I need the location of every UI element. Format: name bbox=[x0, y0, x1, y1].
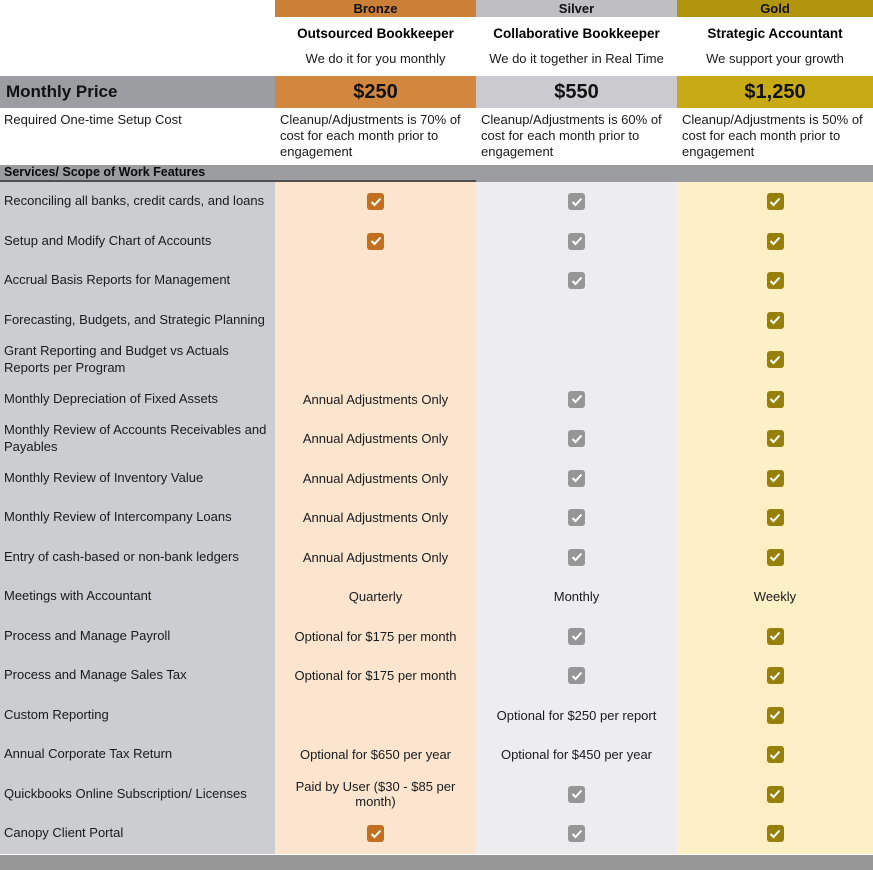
tier-tagline: We do it together in Real Time bbox=[489, 51, 664, 66]
feature-label: Reconciling all banks, credit cards, and loans bbox=[0, 182, 275, 222]
feature-cell-bronze bbox=[275, 775, 476, 815]
gold-price: $1,250 bbox=[677, 76, 873, 108]
feature-cell-bronze bbox=[275, 380, 476, 420]
feature-cell-silver bbox=[476, 380, 677, 420]
feature-cell-bronze bbox=[275, 261, 476, 301]
bronze-checked-checkbox[interactable] bbox=[367, 193, 384, 210]
feature-label: Monthly Review of Intercompany Loans bbox=[0, 498, 275, 538]
feature-cell-text: Annual Adjustments Only bbox=[302, 431, 449, 447]
feature-cell-bronze bbox=[275, 577, 476, 617]
feature-cell-gold bbox=[677, 380, 873, 420]
feature-cell-bronze bbox=[275, 301, 476, 341]
feature-cell-bronze bbox=[275, 617, 476, 657]
feature-cell-gold bbox=[677, 577, 873, 617]
feature-cell-gold bbox=[677, 696, 873, 736]
feature-cell-silver bbox=[476, 301, 677, 341]
feature-cell-bronze bbox=[275, 656, 476, 696]
check-icon bbox=[571, 631, 583, 641]
gold-checked-checkbox[interactable] bbox=[767, 509, 784, 526]
feature-cell-gold bbox=[677, 814, 873, 854]
subtitle-spacer bbox=[0, 17, 275, 76]
feature-label: Forecasting, Budgets, and Strategic Planning bbox=[0, 301, 275, 341]
feature-cell-silver bbox=[476, 814, 677, 854]
bronze-setup-note: Cleanup/Adjustments is 70% of cost for each month prior to engagement bbox=[280, 112, 461, 159]
check-icon bbox=[769, 394, 781, 404]
services-bar-gold bbox=[677, 165, 873, 182]
gold-checked-checkbox[interactable] bbox=[767, 746, 784, 763]
feature-cell-gold bbox=[677, 301, 873, 341]
feature-label: Annual Corporate Tax Return bbox=[0, 735, 275, 775]
feature-label: Process and Manage Payroll bbox=[0, 617, 275, 657]
feature-cell-gold bbox=[677, 498, 873, 538]
silver-checked-checkbox[interactable] bbox=[568, 430, 585, 447]
silver-checked-checkbox[interactable] bbox=[568, 272, 585, 289]
feature-cell-silver bbox=[476, 261, 677, 301]
check-icon bbox=[370, 197, 382, 207]
feature-label: Canopy Client Portal bbox=[0, 814, 275, 854]
tier-header-bronze: Bronze bbox=[275, 0, 476, 17]
feature-cell-text: Optional for $650 per year bbox=[299, 747, 452, 763]
gold-checked-checkbox[interactable] bbox=[767, 233, 784, 250]
gold-checked-checkbox[interactable] bbox=[767, 312, 784, 329]
feature-cell-silver bbox=[476, 775, 677, 815]
check-icon bbox=[769, 671, 781, 681]
check-icon bbox=[769, 276, 781, 286]
feature-cell-gold bbox=[677, 340, 873, 380]
check-icon bbox=[370, 829, 382, 839]
check-icon bbox=[769, 552, 781, 562]
tier-subtitle: Outsourced Bookkeeper bbox=[297, 26, 454, 41]
feature-cell-silver bbox=[476, 617, 677, 657]
setup-cost-label: Required One-time Setup Cost bbox=[4, 112, 182, 127]
feature-cell-text: Paid by User ($30 - $85 per month) bbox=[295, 779, 456, 810]
check-icon bbox=[571, 276, 583, 286]
check-icon bbox=[769, 631, 781, 641]
feature-cell-bronze bbox=[275, 498, 476, 538]
bronze-price: $250 bbox=[275, 76, 476, 108]
silver-price: $550 bbox=[476, 76, 677, 108]
tier-subtitle: Collaborative Bookkeeper bbox=[493, 26, 660, 41]
feature-cell-gold bbox=[677, 735, 873, 775]
tier-description-bronze bbox=[275, 17, 476, 76]
monthly-price-row bbox=[0, 76, 873, 108]
check-icon bbox=[571, 434, 583, 444]
silver-checked-checkbox[interactable] bbox=[568, 193, 585, 210]
feature-cell-bronze bbox=[275, 459, 476, 499]
tier-header-silver: Silver bbox=[476, 0, 677, 17]
feature-label: Accrual Basis Reports for Management bbox=[0, 261, 275, 301]
feature-cell-bronze bbox=[275, 419, 476, 459]
feature-cell-text: Optional for $250 per report bbox=[496, 707, 657, 723]
silver-checked-checkbox[interactable] bbox=[568, 549, 585, 566]
feature-cell-bronze bbox=[275, 222, 476, 262]
tier-subtitle-row bbox=[0, 17, 873, 76]
silver-checked-checkbox[interactable] bbox=[568, 233, 585, 250]
gold-checked-checkbox[interactable] bbox=[767, 272, 784, 289]
feature-cell-silver bbox=[476, 498, 677, 538]
gold-checked-checkbox[interactable] bbox=[767, 549, 784, 566]
check-icon bbox=[571, 394, 583, 404]
gold-checked-checkbox[interactable] bbox=[767, 825, 784, 842]
check-icon bbox=[571, 671, 583, 681]
check-icon bbox=[571, 473, 583, 483]
feature-cell-bronze bbox=[275, 182, 476, 222]
check-icon bbox=[769, 750, 781, 760]
feature-cell-gold bbox=[677, 538, 873, 578]
tier-description-silver bbox=[476, 17, 677, 76]
feature-label: Grant Reporting and Budget vs Actuals Reports per Program bbox=[0, 340, 275, 380]
feature-cell-gold bbox=[677, 459, 873, 499]
feature-cell-text: Annual Adjustments Only bbox=[302, 470, 449, 486]
silver-checked-checkbox[interactable] bbox=[568, 628, 585, 645]
silver-checked-checkbox[interactable] bbox=[568, 667, 585, 684]
tier-header-gold: Gold bbox=[677, 0, 873, 17]
feature-label: Entry of cash-based or non-bank ledgers bbox=[0, 538, 275, 578]
feature-cell-gold bbox=[677, 419, 873, 459]
check-icon bbox=[571, 789, 583, 799]
feature-cell-gold bbox=[677, 656, 873, 696]
check-icon bbox=[769, 197, 781, 207]
check-icon bbox=[769, 829, 781, 839]
silver-setup-note: Cleanup/Adjustments is 60% of cost for each month prior to engagement bbox=[481, 112, 662, 159]
tier-tagline: We support your growth bbox=[706, 51, 844, 66]
feature-cell-text: Monthly bbox=[553, 589, 600, 605]
feature-cell-bronze bbox=[275, 340, 476, 380]
check-icon bbox=[769, 434, 781, 444]
check-icon bbox=[571, 829, 583, 839]
feature-cell-silver bbox=[476, 459, 677, 499]
feature-cell-text: Annual Adjustments Only bbox=[302, 549, 449, 565]
feature-cell-bronze bbox=[275, 538, 476, 578]
check-icon bbox=[571, 197, 583, 207]
gold-checked-checkbox[interactable] bbox=[767, 628, 784, 645]
feature-cell-text: Optional for $175 per month bbox=[294, 628, 457, 644]
check-icon bbox=[769, 513, 781, 523]
tier-subtitle: Strategic Accountant bbox=[707, 26, 843, 41]
feature-cell-gold bbox=[677, 182, 873, 222]
tier-header-row bbox=[0, 0, 873, 17]
feature-cell-bronze bbox=[275, 735, 476, 775]
feature-cell-text: Optional for $175 per month bbox=[294, 668, 457, 684]
bronze-checked-checkbox[interactable] bbox=[367, 825, 384, 842]
feature-cell-gold bbox=[677, 222, 873, 262]
feature-cell-silver bbox=[476, 340, 677, 380]
feature-cell-text: Quarterly bbox=[348, 589, 403, 605]
gold-checked-checkbox[interactable] bbox=[767, 470, 784, 487]
feature-cell-silver bbox=[476, 182, 677, 222]
check-icon bbox=[571, 236, 583, 246]
feature-cell-text: Weekly bbox=[753, 589, 797, 605]
services-section-header: Services/ Scope of Work Features bbox=[0, 165, 275, 182]
check-icon bbox=[769, 315, 781, 325]
feature-cell-bronze bbox=[275, 814, 476, 854]
check-icon bbox=[769, 236, 781, 246]
silver-checked-checkbox[interactable] bbox=[568, 509, 585, 526]
check-icon bbox=[571, 513, 583, 523]
feature-label: Meetings with Accountant bbox=[0, 577, 275, 617]
check-icon bbox=[571, 552, 583, 562]
setup-cost-row bbox=[0, 108, 873, 165]
feature-label: Custom Reporting bbox=[0, 696, 275, 736]
gold-setup-note: Cleanup/Adjustments is 50% of cost for each month prior to engagement bbox=[682, 112, 863, 159]
gold-checked-checkbox[interactable] bbox=[767, 430, 784, 447]
gold-checked-checkbox[interactable] bbox=[767, 391, 784, 408]
feature-label: Monthly Review of Accounts Receivables and Payables bbox=[0, 419, 275, 459]
silver-checked-checkbox[interactable] bbox=[568, 470, 585, 487]
monthly-price-label: Monthly Price bbox=[0, 76, 275, 108]
services-section-bar bbox=[0, 165, 873, 182]
gold-checked-checkbox[interactable] bbox=[767, 667, 784, 684]
services-bar-silver bbox=[476, 165, 677, 182]
gold-checked-checkbox[interactable] bbox=[767, 351, 784, 368]
bronze-checked-checkbox[interactable] bbox=[367, 233, 384, 250]
feature-cell-silver bbox=[476, 577, 677, 617]
feature-cell-gold bbox=[677, 261, 873, 301]
feature-cell-bronze bbox=[275, 696, 476, 736]
check-icon bbox=[769, 473, 781, 483]
feature-label: Quickbooks Online Subscription/ Licenses bbox=[0, 775, 275, 815]
feature-cell-silver bbox=[476, 538, 677, 578]
feature-cell-silver bbox=[476, 656, 677, 696]
feature-label: Process and Manage Sales Tax bbox=[0, 656, 275, 696]
feature-cell-silver bbox=[476, 222, 677, 262]
check-icon bbox=[769, 355, 781, 365]
gold-checked-checkbox[interactable] bbox=[767, 786, 784, 803]
feature-label: Setup and Modify Chart of Accounts bbox=[0, 222, 275, 262]
tier-header-spacer bbox=[0, 0, 275, 17]
silver-checked-checkbox[interactable] bbox=[568, 786, 585, 803]
feature-cell-gold bbox=[677, 775, 873, 815]
features-grid bbox=[0, 182, 873, 854]
silver-checked-checkbox[interactable] bbox=[568, 391, 585, 408]
gold-checked-checkbox[interactable] bbox=[767, 193, 784, 210]
gold-checked-checkbox[interactable] bbox=[767, 707, 784, 724]
tier-tagline: We do it for you monthly bbox=[305, 51, 446, 66]
check-icon bbox=[370, 236, 382, 246]
feature-cell-silver bbox=[476, 735, 677, 775]
services-bar-bronze bbox=[275, 165, 476, 182]
check-icon bbox=[769, 710, 781, 720]
silver-checked-checkbox[interactable] bbox=[568, 825, 585, 842]
feature-label: Monthly Depreciation of Fixed Assets bbox=[0, 380, 275, 420]
feature-cell-text: Annual Adjustments Only bbox=[302, 391, 449, 407]
feature-cell-text: Optional for $450 per year bbox=[500, 747, 653, 763]
feature-label: Monthly Review of Inventory Value bbox=[0, 459, 275, 499]
feature-cell-text: Annual Adjustments Only bbox=[302, 510, 449, 526]
feature-cell-silver bbox=[476, 696, 677, 736]
check-icon bbox=[769, 789, 781, 799]
footer-bar bbox=[0, 855, 873, 870]
feature-cell-silver bbox=[476, 419, 677, 459]
tier-description-gold bbox=[677, 17, 873, 76]
feature-cell-gold bbox=[677, 617, 873, 657]
